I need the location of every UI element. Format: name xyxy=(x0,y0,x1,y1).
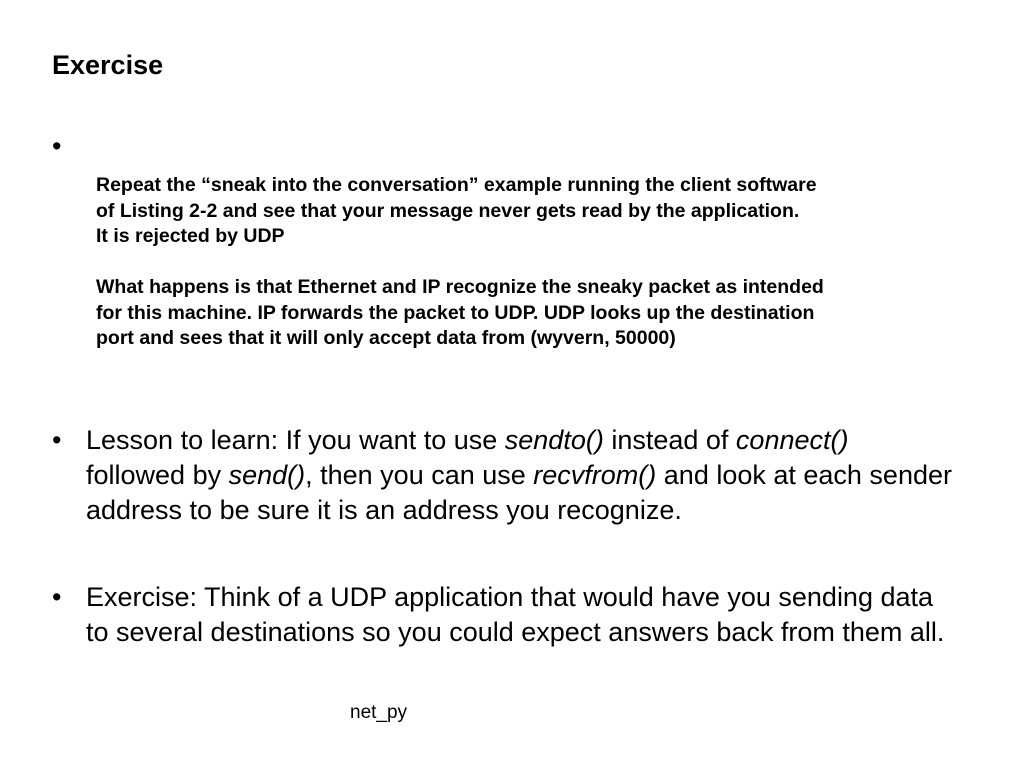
text-run: and look at each sender address to be sure it is an address you recognize. xyxy=(86,460,952,525)
slide-footer: net_py xyxy=(350,702,408,723)
sub-paragraph-line: for this machine. IP forwards the packet to UDP. UDP looks up the destination xyxy=(96,301,815,324)
text-run: followed by xyxy=(86,460,229,490)
bullet-text: Exercise: Think of a UDP application that would have you sending data to several destinations so you could expect answers back from them all. xyxy=(86,582,945,647)
sub-paragraph-line: What happens is that Ethernet and IP recognize the sneaky packet as intended xyxy=(96,276,824,298)
text-run: instead of xyxy=(603,425,736,455)
text-run: , then you can use xyxy=(305,460,534,490)
bullet-marker: • xyxy=(52,131,62,161)
sub-paragraph-line: port and sees that it will only accept data from (wyvern, 50000) xyxy=(96,327,676,349)
code-recvfrom: recvfrom() xyxy=(533,460,657,490)
sub-paragraph-line: of Listing 2-2 and see that your message never gets read by the application. xyxy=(96,199,800,222)
sub-paragraph-what-happens xyxy=(96,275,976,352)
sub-paragraph-line: Repeat the “sneak into the conversation” example running the client software xyxy=(96,174,817,196)
bullet-exercise xyxy=(52,580,952,650)
bullet-text xyxy=(86,423,952,528)
code-send: send() xyxy=(228,460,306,490)
bullet-marker: • xyxy=(52,582,62,612)
bullet-lesson-to-learn xyxy=(52,423,952,528)
text-run: Lesson to learn: If you want to use xyxy=(86,425,505,455)
code-connect: connect() xyxy=(735,425,849,455)
bullet-marker: • xyxy=(52,425,62,455)
sub-paragraph-line: It is rejected by UDP xyxy=(96,225,285,247)
slide-title: Exercise xyxy=(52,50,164,80)
sub-paragraph-repeat xyxy=(96,173,976,250)
code-sendto: sendto() xyxy=(504,425,604,455)
